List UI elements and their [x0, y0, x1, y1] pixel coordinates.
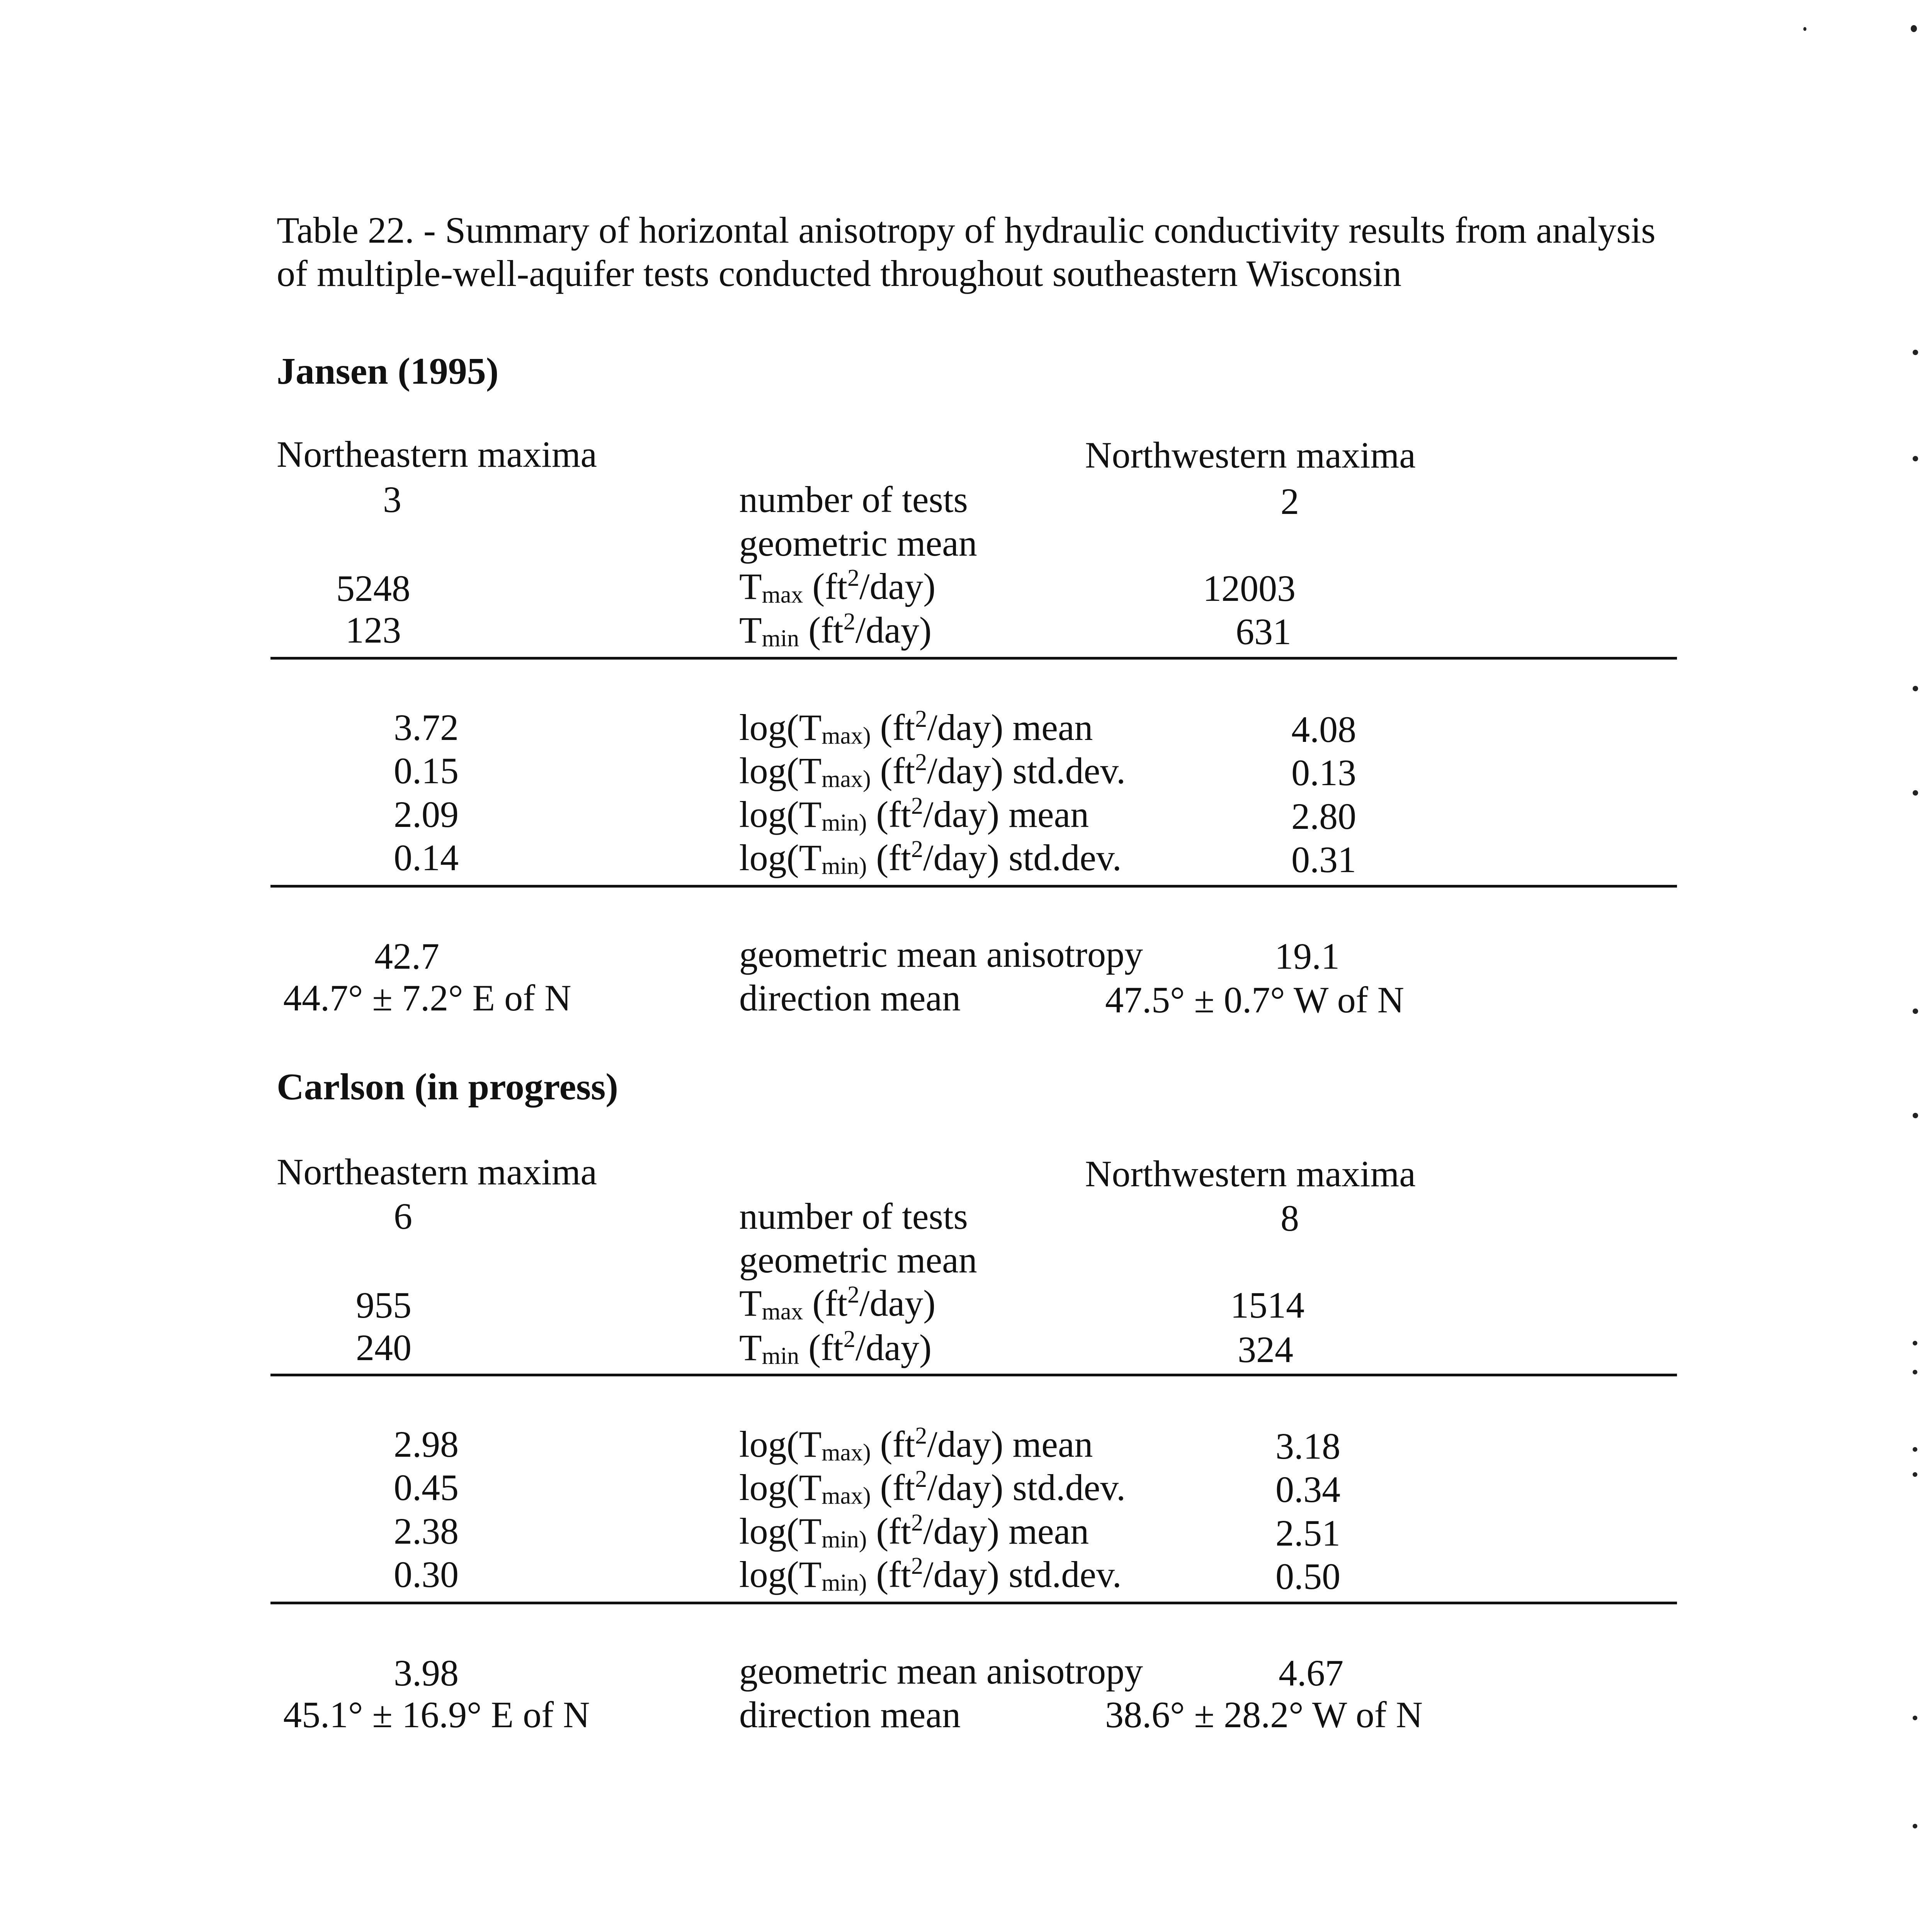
ne-log-tmax-mean: 3.72 [394, 707, 459, 748]
label-tmin: $T_{min}$ $(ft^2/day)$ [739, 1326, 932, 1369]
label-geometric-mean-anisotropy: geometric mean anisotropy [739, 934, 1143, 975]
scan-speck [1913, 1370, 1917, 1374]
scan-speck [1913, 1716, 1917, 1720]
nw-anisotropy: 4.67 [1279, 1652, 1344, 1694]
label-geometric-mean-anisotropy: geometric mean anisotropy [739, 1650, 1143, 1692]
label-log-tmax-sd: $\log(T_{max)}$ $(ft^2/day)$ std.dev. [739, 1466, 1126, 1509]
label-log-tmin-mean: $\log(T_{min)}$ $(ft^2/day)$ mean [739, 1509, 1089, 1553]
label-log-tmax-mean: $\log(T_{max)}$ $(ft^2/day)$ mean [739, 1422, 1093, 1466]
ne-header: Northeastern maxima [277, 434, 597, 475]
nw-log-tmin-sd: 0.31 [1291, 839, 1356, 880]
nw-tmax: 12003 [1203, 568, 1296, 609]
ne-log-tmin-mean: 2.38 [394, 1510, 459, 1552]
ne-direction: 44.7° ± 7.2° E of N [283, 977, 571, 1019]
ne-number-of-tests: 3 [383, 479, 401, 520]
nw-direction: 47.5° ± 0.7° W of N [1105, 979, 1404, 1020]
ne-log-tmax-mean: 2.98 [394, 1423, 459, 1465]
scan-speck [1911, 25, 1917, 32]
scan-speck [1913, 790, 1918, 796]
nw-header: Northwestern maxima [1085, 434, 1416, 476]
label-log-tmin-sd: $\log(T_{min)}$ $(ft^2/day)$ std.dev. [739, 1553, 1122, 1596]
section-title-carlson: Carlson (in progress) [277, 1066, 618, 1108]
nw-anisotropy: 19.1 [1275, 935, 1340, 977]
table-rule [270, 1602, 1677, 1604]
nw-log-tmin-mean: 2.80 [1291, 796, 1356, 837]
ne-header: Northeastern maxima [277, 1151, 597, 1192]
nw-header: Northwestern maxima [1085, 1153, 1416, 1194]
nw-number-of-tests: 2 [1281, 481, 1299, 522]
table-caption: Table 22. - Summary of horizontal anisotropy of hydraulic conductivity results from analysis of multiple-well-aquifer tests conducted throughout southeastern Wisconsin [277, 209, 1656, 294]
ne-log-tmin-sd: 0.30 [394, 1554, 459, 1595]
label-log-tmax-mean: $\log(T_{max)}$ $(ft^2/day)$ mean [739, 706, 1093, 749]
label-tmin: $T_{min}$ $(ft^2/day)$ [739, 608, 932, 652]
ne-direction: 45.1° ± 16.9° E of N [283, 1694, 590, 1735]
nw-log-tmin-sd: 0.50 [1276, 1556, 1340, 1597]
table-rule [270, 1374, 1677, 1376]
label-number-of-tests: number of tests [739, 1196, 968, 1237]
nw-tmax: 1514 [1230, 1284, 1304, 1326]
scan-speck [1913, 1113, 1918, 1118]
label-geometric-mean: geometric mean [739, 522, 977, 564]
label-tmax: $T_{max}$ $(ft^2/day)$ [739, 1281, 936, 1325]
nw-tmin: 324 [1238, 1329, 1293, 1370]
nw-direction: 38.6° ± 28.2° W of N [1105, 1694, 1423, 1735]
nw-log-tmax-sd: 0.13 [1291, 752, 1356, 793]
nw-number-of-tests: 8 [1281, 1197, 1299, 1239]
label-direction-mean: direction mean [739, 977, 961, 1019]
nw-tmin: 631 [1236, 611, 1291, 652]
label-direction-mean: direction mean [739, 1694, 961, 1735]
section-title-jansen: Jansen (1995) [277, 350, 499, 392]
scan-speck [1913, 1009, 1918, 1014]
label-tmax: $T_{max}$ $(ft^2/day)$ [739, 565, 936, 608]
ne-log-tmax-sd: 0.45 [394, 1467, 459, 1508]
nw-log-tmax-mean: 3.18 [1276, 1425, 1340, 1467]
table-rule [270, 885, 1677, 888]
label-number-of-tests: number of tests [739, 479, 968, 520]
nw-log-tmin-mean: 2.51 [1276, 1512, 1340, 1554]
label-geometric-mean: geometric mean [739, 1239, 977, 1281]
scan-speck [1913, 1447, 1917, 1452]
ne-anisotropy: 42.7 [374, 935, 439, 977]
scan-speck [1913, 350, 1918, 355]
label-log-tmin-mean: $\log(T_{min)}$ $(ft^2/day)$ mean [739, 793, 1089, 836]
ne-tmax: 955 [356, 1284, 412, 1326]
nw-log-tmax-mean: 4.08 [1291, 709, 1356, 750]
nw-log-tmax-sd: 0.34 [1276, 1469, 1340, 1510]
scan-speck [1913, 1824, 1917, 1828]
scan-speck [1913, 1341, 1917, 1345]
ne-tmax: 5248 [336, 568, 410, 609]
ne-log-tmax-sd: 0.15 [394, 750, 459, 791]
ne-log-tmin-mean: 2.09 [394, 794, 459, 835]
ne-tmin: 240 [356, 1327, 412, 1368]
ne-tmin: 123 [345, 609, 401, 651]
label-log-tmax-sd: $\log(T_{max)}$ $(ft^2/day)$ std.dev. [739, 749, 1126, 793]
scan-speck [1803, 27, 1806, 31]
scan-speck [1913, 1472, 1917, 1477]
ne-log-tmin-sd: 0.14 [394, 837, 459, 878]
label-log-tmin-sd: $\log(T_{min)}$ $(ft^2/day)$ std.dev. [739, 836, 1122, 879]
scan-speck [1913, 686, 1918, 691]
ne-anisotropy: 3.98 [394, 1652, 459, 1694]
ne-number-of-tests: 6 [394, 1196, 412, 1237]
scan-speck [1913, 456, 1918, 461]
table-rule [270, 657, 1677, 660]
